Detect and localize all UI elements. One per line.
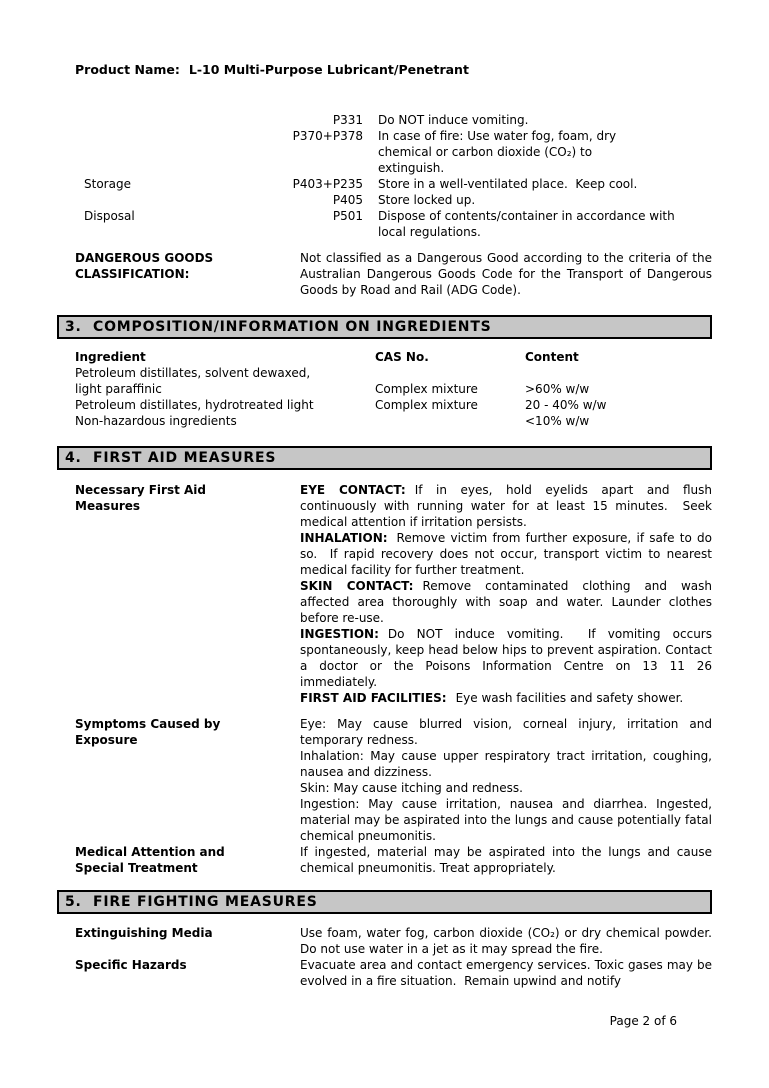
ingredient-name: Petroleum distillates, hydrotreated light bbox=[75, 398, 314, 412]
ingredient-row bbox=[75, 413, 712, 429]
precaution-text bbox=[363, 192, 697, 208]
precaution-row bbox=[75, 112, 712, 128]
ingredient-name: Non-hazardous ingredients bbox=[75, 414, 237, 428]
extinguishing-media-row bbox=[75, 925, 720, 957]
specific-hazards-row bbox=[75, 957, 716, 989]
precaution-text-line: Dispose of contents/container in accordance with bbox=[378, 209, 675, 223]
precaution-text-line: extinguish. bbox=[378, 161, 445, 175]
product-name-label: Product Name: bbox=[75, 62, 180, 77]
paragraph-text: Remove contaminated clothing and wash affected area thoroughly with soap and water. Launder clothes before re-use. bbox=[300, 579, 716, 625]
precaution-row bbox=[75, 192, 712, 208]
ingredients-table-header bbox=[75, 349, 712, 365]
precaution-text-line: Do NOT induce vomiting. bbox=[378, 113, 529, 127]
precaution-text bbox=[363, 176, 697, 192]
specific-hazards-value bbox=[300, 957, 716, 989]
symptoms-row-label: Symptoms Caused by Exposure bbox=[75, 717, 221, 747]
fire-fighting-section bbox=[75, 925, 720, 989]
section-4-header: 4. FIRST AID MEASURES bbox=[57, 446, 712, 470]
first-aid-paragraph bbox=[300, 690, 712, 706]
column-header-content: Content bbox=[525, 350, 579, 364]
paragraph-text: Use foam, water fog, carbon dioxide (CO₂) or dry chemical powder. Do not use water in a jet as it may spread the fire. bbox=[300, 926, 720, 956]
precautionary-statements-block bbox=[75, 112, 712, 240]
paragraph-text: Remove victim from further exposure, if safe to do so. If rapid recovery does not occur, transport victim to nearest medical facility for further treatment. bbox=[300, 531, 716, 577]
section-3-header: 3. COMPOSITION/INFORMATION ON INGREDIENTS bbox=[57, 315, 712, 339]
precaution-code: P501 bbox=[332, 209, 363, 223]
paragraph-lead: INGESTION: bbox=[300, 627, 379, 641]
ingredient-cas bbox=[375, 413, 525, 429]
specific-hazards-paragraph bbox=[300, 957, 716, 989]
extinguishing-media-paragraph bbox=[300, 925, 720, 957]
first-aid-paragraph bbox=[300, 530, 716, 578]
symptoms-paragraph bbox=[300, 716, 716, 748]
ingredient-cas: Complex mixture bbox=[375, 382, 478, 396]
paragraph-text: If ingested, material may be aspirated into the lungs and cause chemical pneumonitis. Treat appropriately. bbox=[300, 845, 716, 875]
paragraph-lead: SKIN CONTACT: bbox=[300, 579, 414, 593]
precaution-category: Storage bbox=[84, 177, 131, 191]
product-name-line bbox=[75, 62, 712, 78]
precaution-row bbox=[75, 176, 712, 192]
symptoms-paragraph bbox=[300, 748, 716, 780]
precaution-text bbox=[363, 128, 697, 176]
first-aid-row-label: Necessary First Aid Measures bbox=[75, 483, 207, 513]
ingredient-cas bbox=[375, 365, 525, 381]
symptoms-row-value bbox=[300, 716, 716, 844]
medical-attention-row bbox=[75, 844, 716, 876]
dangerous-goods-classification-row bbox=[75, 250, 716, 298]
paragraph-text: Eye wash facilities and safety shower. bbox=[455, 691, 684, 705]
precaution-row bbox=[75, 208, 712, 240]
dangerous-goods-text: Not classified as a Dangerous Good according to the criteria of the Australian Dangerous Goods Code for the Transport of Dangerous Goods by Road and Rail (ADG Code). bbox=[300, 251, 716, 297]
precaution-text-line: chemical or carbon dioxide (CO₂) to bbox=[378, 145, 593, 159]
extinguishing-media-label: Extinguishing Media bbox=[75, 926, 213, 940]
medical-attention-value bbox=[300, 844, 716, 876]
symptoms-paragraph bbox=[300, 780, 712, 796]
ingredient-content: 20 - 40% w/w bbox=[525, 398, 607, 412]
ingredient-cas: Complex mixture bbox=[375, 398, 478, 412]
ingredient-name: Petroleum distillates, solvent dewaxed, bbox=[75, 366, 311, 380]
first-aid-paragraph bbox=[300, 626, 716, 690]
precaution-text-line: In case of fire: Use water fog, foam, dry bbox=[378, 129, 617, 143]
precaution-category bbox=[75, 128, 287, 176]
column-header-ingredient: Ingredient bbox=[75, 350, 146, 364]
precaution-code: P403+P235 bbox=[292, 177, 363, 191]
ingredients-table bbox=[75, 349, 712, 429]
ingredient-row bbox=[75, 397, 712, 413]
ingredient-row bbox=[75, 381, 712, 397]
section-5-header: 5. FIRE FIGHTING MEASURES bbox=[57, 890, 712, 914]
paragraph-text: If in eyes, hold eyelids apart and flush continuously with running water for at least 15 minutes. Seek medical attention if irritation persists. bbox=[300, 483, 716, 529]
paragraph-text: Skin: May cause itching and redness. bbox=[300, 781, 523, 795]
ingredient-row bbox=[75, 365, 712, 381]
dangerous-goods-label: DANGEROUS GOODS CLASSIFICATION: bbox=[75, 251, 214, 281]
precaution-category: Disposal bbox=[84, 209, 135, 223]
ingredient-content bbox=[525, 365, 712, 381]
ingredient-name: light paraffinic bbox=[75, 382, 162, 396]
page-number: Page 2 of 6 bbox=[609, 1014, 677, 1028]
first-aid-row-value bbox=[300, 482, 716, 706]
paragraph-text: Do NOT induce vomiting. If vomiting occurs spontaneously, keep head below hips to prevent aspiration. Contact a doctor or the Poisons Information Centre on 13 11 26 immediately. bbox=[300, 627, 716, 689]
paragraph-lead: FIRST AID FACILITIES: bbox=[300, 691, 447, 705]
precaution-category bbox=[75, 112, 287, 128]
ingredient-content: <10% w/w bbox=[525, 414, 590, 428]
precaution-row bbox=[75, 128, 712, 176]
precaution-category bbox=[75, 192, 287, 208]
column-header-cas: CAS No. bbox=[375, 350, 429, 364]
paragraph-text: Eye: May cause blurred vision, corneal injury, irritation and temporary redness. bbox=[300, 717, 716, 747]
product-name-value: L-10 Multi-Purpose Lubricant/Penetrant bbox=[188, 62, 469, 77]
medical-attention-paragraph bbox=[300, 844, 716, 876]
paragraph-text: Evacuate area and contact emergency services. Toxic gases may be evolved in a fire situation. Remain upwind and notify bbox=[300, 958, 716, 988]
specific-hazards-label: Specific Hazards bbox=[75, 958, 187, 972]
precaution-text-line: Store in a well-ventilated place. Keep cool. bbox=[378, 177, 638, 191]
paragraph-text: Ingestion: May cause irritation, nausea and diarrhea. Ingested, material may be aspirated into the lungs and cause potentially fatal chemical pneumonitis. bbox=[300, 797, 716, 843]
precaution-text bbox=[363, 208, 697, 240]
ingredient-content: >60% w/w bbox=[525, 382, 590, 396]
precaution-code: P370+P378 bbox=[292, 129, 363, 143]
extinguishing-media-value bbox=[300, 925, 720, 957]
first-aid-paragraph bbox=[300, 578, 716, 626]
paragraph-lead: EYE CONTACT: bbox=[300, 483, 406, 497]
first-aid-row bbox=[75, 482, 716, 706]
precaution-text-line: Store locked up. bbox=[378, 193, 476, 207]
symptoms-row bbox=[75, 716, 716, 844]
precaution-code: P331 bbox=[332, 113, 363, 127]
symptoms-paragraph bbox=[300, 796, 716, 844]
first-aid-measures-section bbox=[75, 482, 716, 876]
precaution-code: P405 bbox=[332, 193, 363, 207]
paragraph-text: Inhalation: May cause upper respiratory tract irritation, coughing, nausea and dizziness. bbox=[300, 749, 716, 779]
precaution-text-line: local regulations. bbox=[378, 225, 481, 239]
medical-attention-label: Medical Attention and Special Treatment bbox=[75, 845, 225, 875]
first-aid-paragraph bbox=[300, 482, 716, 530]
precaution-text bbox=[363, 112, 697, 128]
paragraph-lead: INHALATION: bbox=[300, 531, 388, 545]
